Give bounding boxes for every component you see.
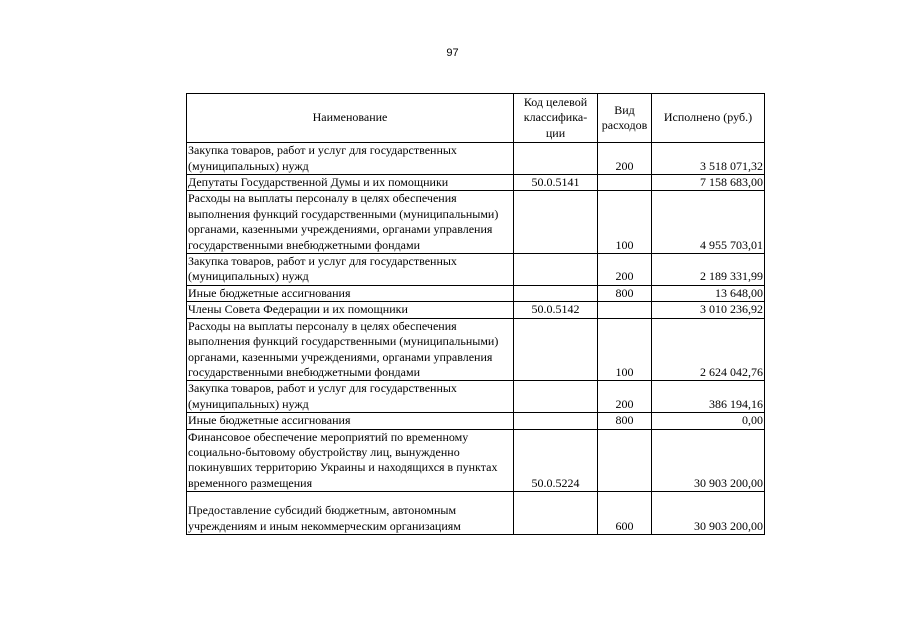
row-amount: 0,00: [652, 413, 765, 429]
row-code: [514, 143, 598, 175]
row-amount: 30 903 200,00: [652, 429, 765, 492]
row-name: Закупка товаров, работ и услуг для государственных (муниципальных) нужд: [187, 254, 514, 286]
row-code: [514, 285, 598, 301]
table-row: [187, 318, 765, 381]
row-name: Закупка товаров, работ и услуг для государственных (муниципальных) нужд: [187, 381, 514, 413]
table-header-row: [187, 94, 765, 143]
row-type: 200: [598, 143, 652, 175]
row-amount: 30 903 200,00: [652, 492, 765, 535]
row-type: 200: [598, 381, 652, 413]
row-amount: 386 194,16: [652, 381, 765, 413]
row-name: Закупка товаров, работ и услуг для государственных (муниципальных) нужд: [187, 143, 514, 175]
table-row: [187, 429, 765, 492]
row-code: 50.0.5224: [514, 429, 598, 492]
row-amount: 3 518 071,32: [652, 143, 765, 175]
table-row: [187, 492, 765, 535]
row-amount: 4 955 703,01: [652, 191, 765, 254]
row-type: [598, 429, 652, 492]
row-code: [514, 254, 598, 286]
row-name: Члены Совета Федерации и их помощники: [187, 302, 514, 318]
header-name: Наименование: [187, 94, 514, 143]
row-amount: 3 010 236,92: [652, 302, 765, 318]
row-type: [598, 175, 652, 191]
table-row: [187, 254, 765, 286]
row-type: 800: [598, 285, 652, 301]
row-amount: 7 158 683,00: [652, 175, 765, 191]
row-type: 600: [598, 492, 652, 535]
row-type: [598, 302, 652, 318]
row-name: Предоставление субсидий бюджетным, автономным учреждениям и иным некоммерческим организациям: [187, 492, 514, 535]
table-row: [187, 175, 765, 191]
row-code: [514, 492, 598, 535]
row-name: Иные бюджетные ассигнования: [187, 413, 514, 429]
budget-table: [186, 93, 765, 535]
table-row: [187, 143, 765, 175]
header-amount: Исполнено (руб.): [652, 94, 765, 143]
table-row: [187, 302, 765, 318]
table-row: [187, 381, 765, 413]
row-name: Иные бюджетные ассигнования: [187, 285, 514, 301]
header-code: Код целевой классифика-ции: [514, 94, 598, 143]
row-code: [514, 413, 598, 429]
row-code: [514, 381, 598, 413]
row-name: Финансовое обеспечение мероприятий по временному социально-бытовому обустройству лиц, вынужденно покинувших территорию Украины и находящихся в пунктах временного размещения: [187, 429, 514, 492]
row-type: 100: [598, 318, 652, 381]
header-type: Вид расходов: [598, 94, 652, 143]
row-name: Расходы на выплаты персоналу в целях обеспечения выполнения функций государственными (муниципальными) органами, казенными учреждениями, органами управления государственными внебюджетными фондами: [187, 191, 514, 254]
row-code: [514, 191, 598, 254]
row-type: 800: [598, 413, 652, 429]
table-row: [187, 285, 765, 301]
row-type: 100: [598, 191, 652, 254]
row-name: Расходы на выплаты персоналу в целях обеспечения выполнения функций государственными (муниципальными) органами, казенными учреждениями, органами управления государственными внебюджетными фондами: [187, 318, 514, 381]
row-code: 50.0.5142: [514, 302, 598, 318]
row-code: [514, 318, 598, 381]
table-row: [187, 413, 765, 429]
row-amount: 13 648,00: [652, 285, 765, 301]
table-row: [187, 191, 765, 254]
row-amount: 2 624 042,76: [652, 318, 765, 381]
row-amount: 2 189 331,99: [652, 254, 765, 286]
row-type: 200: [598, 254, 652, 286]
page-number: 97: [446, 47, 459, 59]
row-code: 50.0.5141: [514, 175, 598, 191]
row-name: Депутаты Государственной Думы и их помощники: [187, 175, 514, 191]
